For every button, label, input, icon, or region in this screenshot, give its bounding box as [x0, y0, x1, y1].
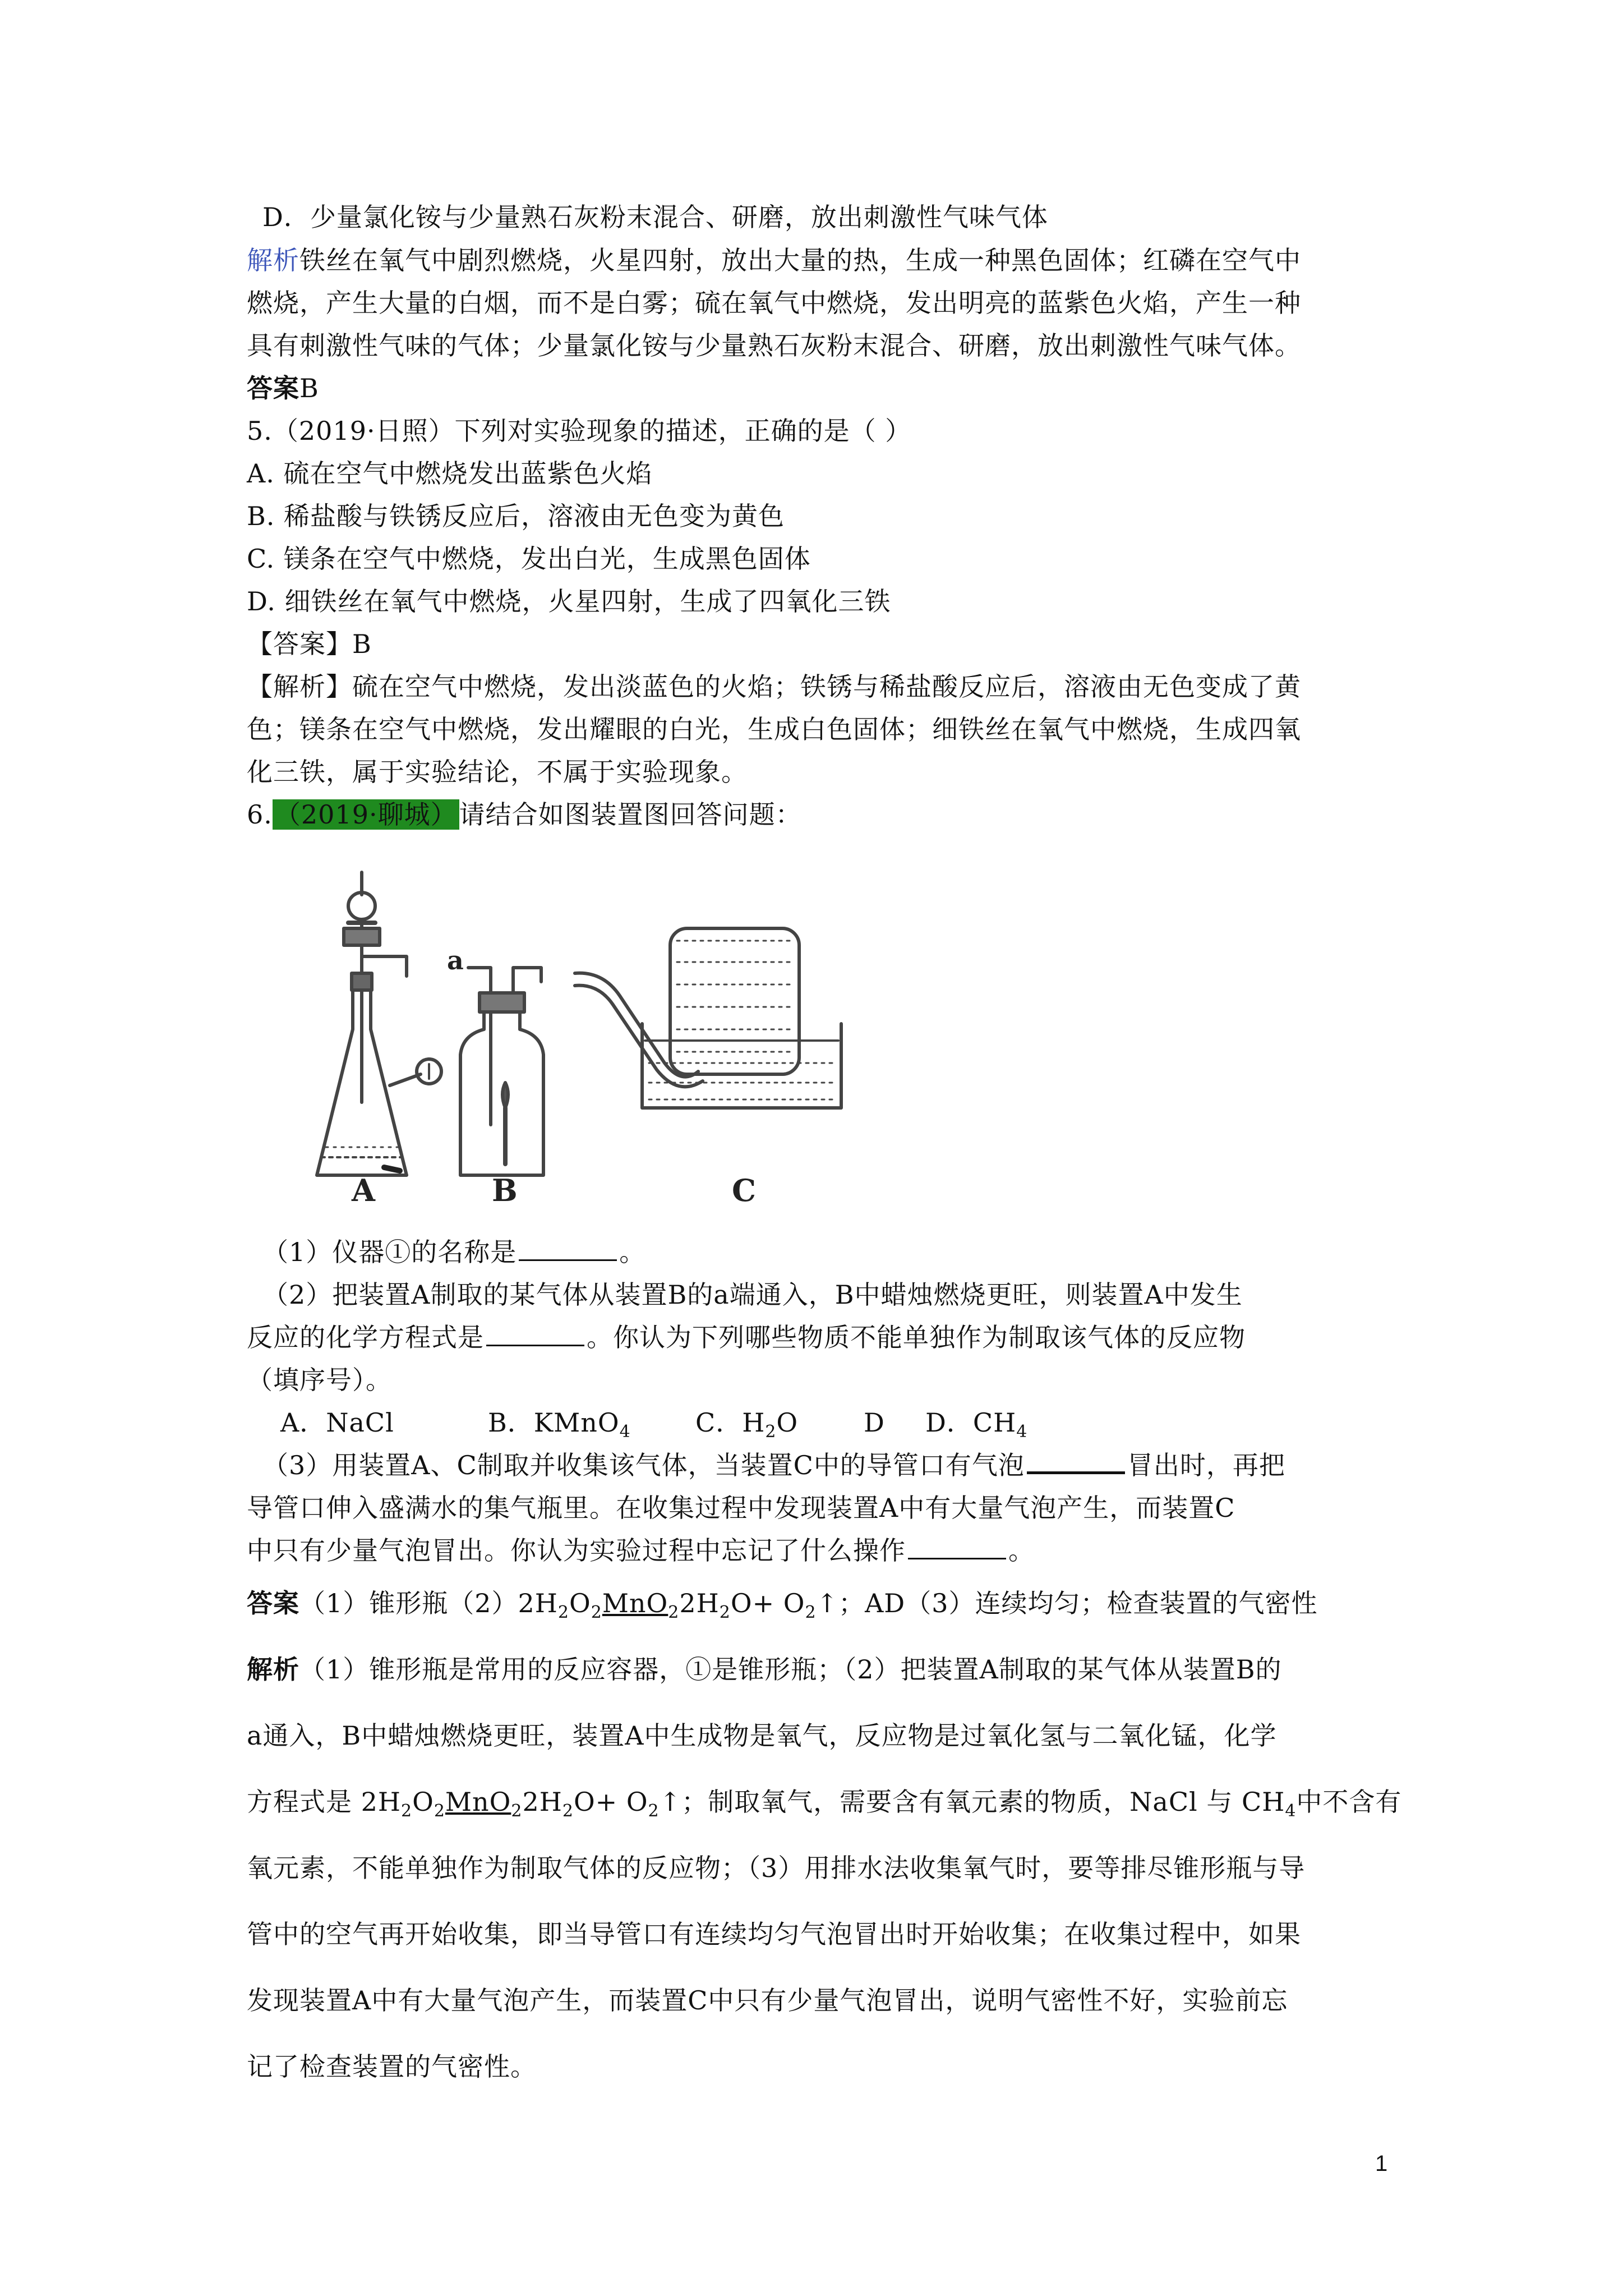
blank-2[interactable] — [486, 1322, 584, 1346]
q4-analysis-line-1: 解析铁丝在氧气中剧烈燃烧，火星四射，放出大量的热，生成一种黑色固体；红磷在空气中 — [247, 245, 1301, 275]
choice-b: B．KMnO$_4$ — [488, 1407, 631, 1442]
q4-analysis-tag: 解析 — [247, 245, 299, 275]
q6-analysis-tag: 解析 — [247, 1654, 299, 1685]
q6-analysis-line-4: 氧元素，不能单独作为制取气体的反应物；（3）用排水法收集氧气时，要等排尽锥形瓶与导 — [247, 1853, 1306, 1883]
q5-answer-tag: 【答案】 — [247, 629, 352, 659]
q6-stem: 6.（2019·聊城）请结合如图装置图回答问题： — [247, 799, 802, 830]
q6-analysis-line-1: 解析（1）锥形瓶是常用的反应容器，①是锥形瓶；（2）把装置A制取的某气体从装置B的 — [247, 1654, 1282, 1685]
q4-analysis-line-2: 燃烧，产生大量的白烟，而不是白雾；硫在氧气中燃烧，发出明亮的蓝紫色火焰，产生一种 — [247, 288, 1301, 318]
q6-sub3-line-3: 中只有少量气泡冒出。你认为实验过程中忘记了什么操作 。 — [247, 1535, 1035, 1566]
choice-c: C．$H_2O$ — [695, 1407, 799, 1442]
q5-analysis-line-3: 化三铁，属于实验结论，不属于实验现象。 — [247, 757, 748, 787]
q6-sub2-line-1: （2）把装置A制取的某气体从装置B的a端通入，B中蜡烛燃烧更旺，则装置A中发生 — [262, 1280, 1243, 1310]
q4-answer-tag: 答案 — [247, 373, 299, 403]
q5-analysis-line-1: 【解析】硫在空气中燃烧，发出淡蓝色的火焰；铁锈与稀盐酸反应后，溶液由无色变成了黄 — [247, 671, 1301, 702]
q5-analysis-line-2: 色；镁条在空气中燃烧，发出耀眼的白光，生成白色固体；细铁丝在氧气中燃烧，生成四氧 — [247, 714, 1301, 744]
q5-option-b: B. 稀盐酸与铁锈反应后，溶液由无色变为黄色 — [247, 501, 785, 531]
q6-analysis-line-7: 记了检查装置的气密性。 — [247, 2051, 537, 2082]
figure-label-b: B — [492, 1172, 518, 1208]
q4-option-d: D．少量氯化铵与少量熟石灰粉末混合、研磨，放出刺激性气味气体 — [262, 202, 1048, 232]
q5-option-d: D. 细铁丝在氧气中燃烧，火星四射，生成了四氧化三铁 — [247, 586, 891, 616]
q6-sub2-line-2: 反应的化学方程式是 。你认为下列哪些物质不能单独作为制取该气体的反应物 — [247, 1322, 1246, 1352]
q5-option-a: A. 硫在空气中燃烧发出蓝紫色火焰 — [247, 458, 653, 489]
apparatus-drawing — [306, 861, 878, 1214]
q6-sub2-line-3: （填序号）。 — [247, 1365, 392, 1395]
apparatus-figure — [306, 861, 878, 1214]
q6-answer-tag: 答案 — [247, 1588, 299, 1618]
page-number: 1 — [1375, 2151, 1388, 2176]
choice-d-mark: D — [864, 1407, 885, 1438]
blank-1[interactable] — [519, 1237, 617, 1261]
blank-3[interactable] — [1027, 1449, 1125, 1474]
blank-4[interactable] — [908, 1535, 1006, 1559]
q6-sub3-line-1: （3）用装置A、C制取并收集该气体，当装置C中的导管口有气泡 冒出时，再把 — [262, 1450, 1285, 1480]
q6-analysis-line-6: 发现装置A中有大量气泡产生，而装置C中只有少量气泡冒出，说明气密性不好，实验前忘 — [247, 1985, 1288, 2016]
choice-a: A．NaCl — [280, 1407, 394, 1438]
figure-port-a: a — [447, 945, 464, 976]
q6-source-highlight: （2019·聊城） — [273, 799, 459, 830]
q5-answer: 【答案】B — [247, 629, 372, 659]
q6-sub3-line-2: 导管口伸入盛满水的集气瓶里。在收集过程中发现装置A中有大量气泡产生，而装置C — [247, 1493, 1235, 1523]
q6-analysis-line-3: 方程式是 $2H_2O_2MnO_22H_2O+$ $O_2↑$；制取氧气，需要含有氧元素的物质，NaCl 与 $CH_4$中不含有 — [247, 1787, 1402, 1821]
q5-analysis-tag: 【解析】 — [247, 671, 352, 702]
q4-answer: 答案B — [247, 373, 319, 403]
figure-label-a: A — [352, 1172, 375, 1208]
q6-answer: 答案（1）锥形瓶$(2)2H_2O_2MnO_22H_2O+$ $O_2↑$；AD（3）连续均匀；检查装置的气密性 — [247, 1588, 1318, 1622]
q6-analysis-line-5: 管中的空气再开始收集，即当导管口有连续均匀气泡冒出时开始收集；在收集过程中，如果 — [247, 1919, 1301, 1949]
q4-analysis-line-3: 具有刺激性气味的气体；少量氯化铵与少量熟石灰粉末混合、研磨，放出刺激性气味气体。 — [247, 330, 1301, 361]
q6-choices — [280, 1405, 1424, 1450]
figure-label-c: C — [732, 1172, 756, 1208]
choice-d: D．$CH_4$ — [925, 1407, 1028, 1442]
figure-mark-1 — [420, 1055, 438, 1079]
q6-analysis-line-2: a通入，B中蜡烛燃烧更旺，装置A中生成物是氧气，反应物是过氧化氢与二氧化锰，化学 — [247, 1720, 1277, 1751]
q5-stem: 5.（2019·日照）下列对实验现象的描述，正确的是（ ） — [247, 416, 912, 446]
q6-sub1: （1）仪器①的名称是 。 — [262, 1237, 646, 1267]
q5-option-c: C. 镁条在空气中燃烧，发出白光，生成黑色固体 — [247, 544, 811, 574]
